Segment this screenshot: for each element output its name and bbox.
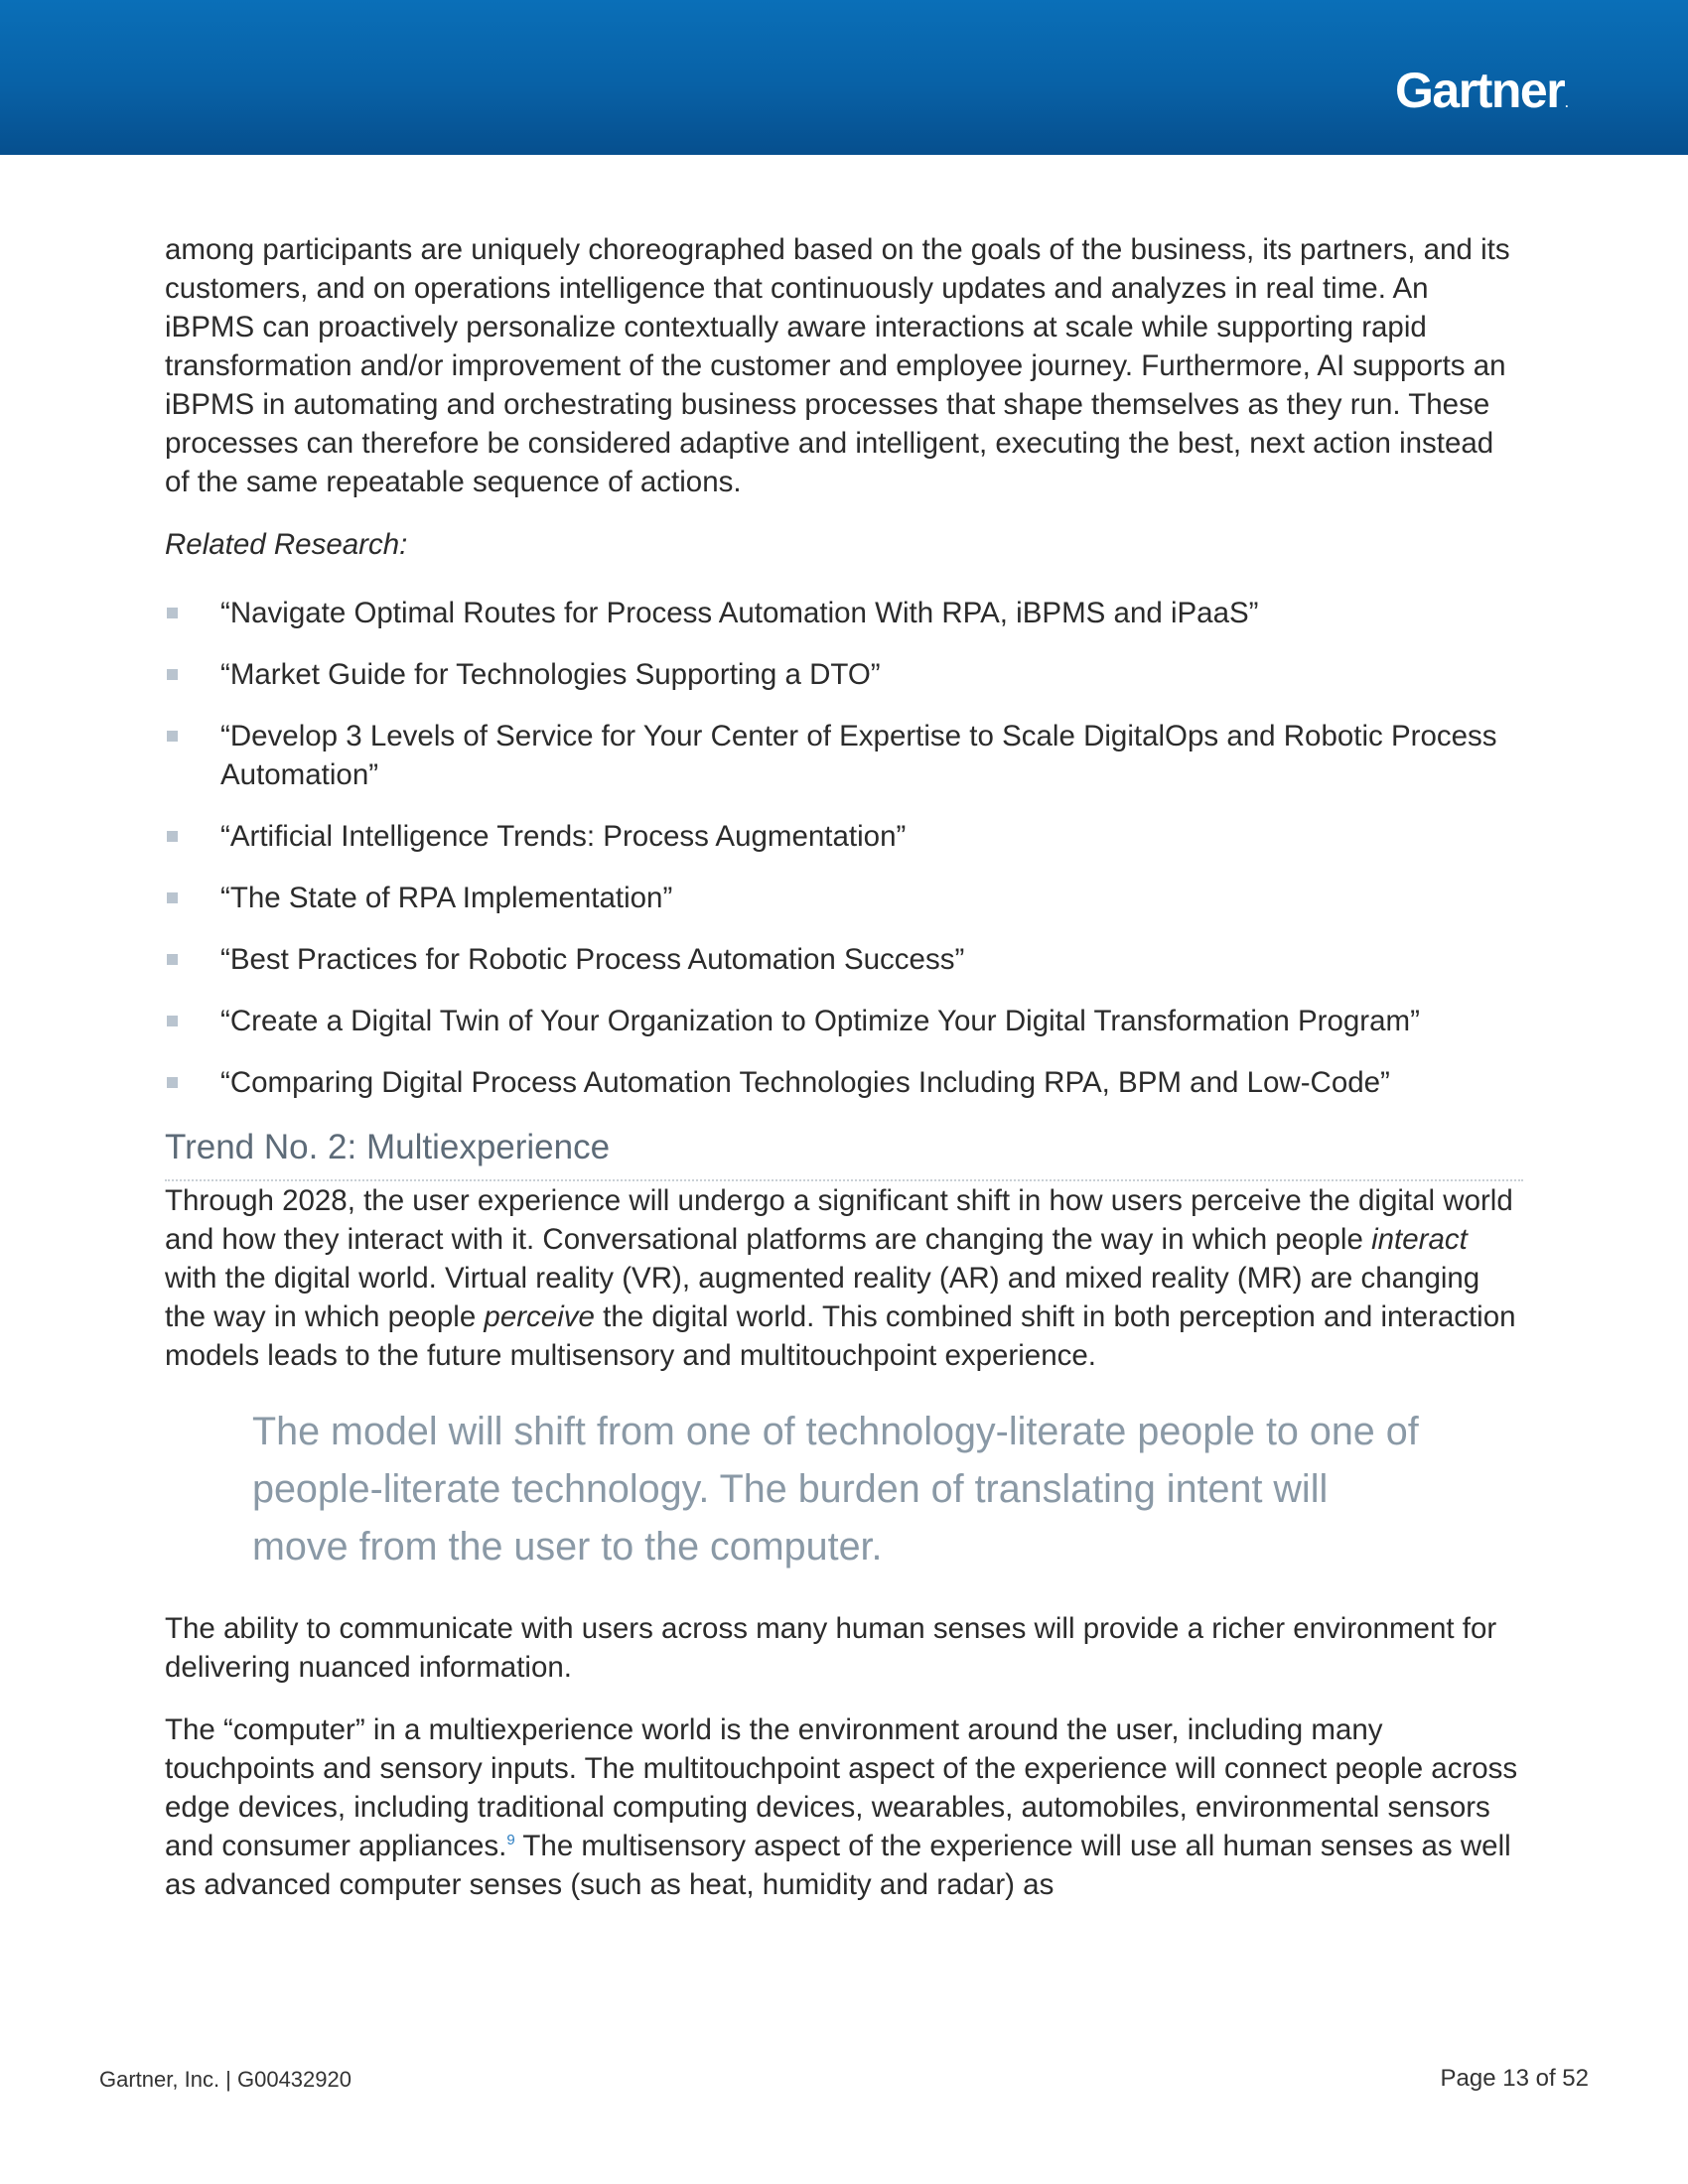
list-item[interactable] xyxy=(165,717,1523,794)
trend-text-2: with the digital world. Virtual reality (VR), augmented reality (AR) and mixed reality (MR) are changing the way in which people xyxy=(165,1262,1480,1333)
footnote-link[interactable]: 9 xyxy=(506,1832,515,1849)
related-item-text: “Comparing Digital Process Automation Technologies Including RPA, BPM and Low-Code” xyxy=(220,1066,1390,1099)
list-item[interactable] xyxy=(165,1063,1523,1102)
footer-left: Gartner, Inc. | G00432920 xyxy=(99,2067,352,2092)
list-item[interactable] xyxy=(165,817,1523,856)
trend-paragraph xyxy=(165,1181,1523,1375)
related-item-text: “Market Guide for Technologies Supporting a DTO” xyxy=(220,658,881,691)
related-research-list xyxy=(165,594,1523,1102)
list-item[interactable] xyxy=(165,594,1523,632)
computer-text-1: The “computer” in a multiexperience world is the environment around the user, including many touchpoints and sensory inputs. The multitouchpoint aspect of the experience will connect people across edge devices, including traditional computing devices, wearables, automobiles, environmental sensors and consumer appliances. xyxy=(165,1713,1518,1862)
pull-quote: The model will shift from one of technology-literate people to one of people-literate technology. The burden of translating intent will move from the user to the computer. xyxy=(252,1410,1419,1569)
square-bullet-icon xyxy=(167,1016,178,1026)
related-item-text: “Artificial Intelligence Trends: Process Augmentation” xyxy=(220,820,907,853)
list-item[interactable] xyxy=(165,655,1523,694)
trend-text-1: Through 2028, the user experience will undergo a significant shift in how users perceive the digital world and how they interact with it. Conversational platforms are changing the way in which people xyxy=(165,1184,1513,1256)
intro-paragraph: among participants are uniquely choreographed based on the goals of the business, its partners, and its customers, and on operations intelligence that continuously updates and analyzes in real time. An iBPMS can proactively personalize contextually aware interactions at scale while supporting rapid transformation and/or improvement of the customer and employee journey. Furthermore, AI supports an iBPMS in automating and orchestrating business processes that shape themselves as they run. These processes can therefore be considered adaptive and intelligent, executing the best, next action instead of the same repeatable sequence of actions. xyxy=(165,233,1510,498)
square-bullet-icon xyxy=(167,731,178,742)
trend-italic-interact: interact xyxy=(1371,1223,1468,1256)
related-item-text: “The State of RPA Implementation” xyxy=(220,882,673,914)
related-item-text: “Create a Digital Twin of Your Organization to Optimize Your Digital Transformation Program” xyxy=(220,1005,1420,1037)
square-bullet-icon xyxy=(167,608,178,618)
list-item[interactable] xyxy=(165,940,1523,979)
header-band xyxy=(0,0,1688,155)
square-bullet-icon xyxy=(167,669,178,680)
square-bullet-icon xyxy=(167,892,178,903)
related-research-label: Related Research: xyxy=(165,528,408,561)
trend-text-3: the digital world. This combined shift in both perception and interaction models leads to the future multisensory and multitouchpoint experience. xyxy=(165,1300,1516,1372)
page-number: Page 13 of 52 xyxy=(1440,2065,1589,2092)
square-bullet-icon xyxy=(167,1077,178,1088)
trend-italic-perceive: perceive xyxy=(484,1300,595,1333)
logo-mark: . xyxy=(1565,96,1567,110)
square-bullet-icon xyxy=(167,954,178,965)
list-item[interactable] xyxy=(165,1002,1523,1040)
related-item-text: “Best Practices for Robotic Process Automation Success” xyxy=(220,943,965,976)
related-item-text: “Develop 3 Levels of Service for Your Center of Expertise to Scale DigitalOps and Robotic Process Automation” xyxy=(220,720,1497,791)
computer-paragraph xyxy=(165,1710,1523,1904)
gartner-logo xyxy=(1395,63,1567,118)
logo-text: Gartner xyxy=(1395,63,1565,118)
square-bullet-icon xyxy=(167,831,178,842)
list-item[interactable] xyxy=(165,879,1523,917)
trend-heading: Trend No. 2: Multiexperience xyxy=(165,1126,1523,1181)
page-content xyxy=(165,230,1523,1928)
related-item-text: “Navigate Optimal Routes for Process Automation With RPA, iBPMS and iPaaS” xyxy=(220,597,1259,629)
senses-paragraph: The ability to communicate with users across many human senses will provide a richer environment for delivering nuanced information. xyxy=(165,1612,1497,1684)
computer-text-2: The multisensory aspect of the experience will use all human senses as well as advanced computer senses (such as heat, humidity and radar) as xyxy=(165,1830,1511,1901)
